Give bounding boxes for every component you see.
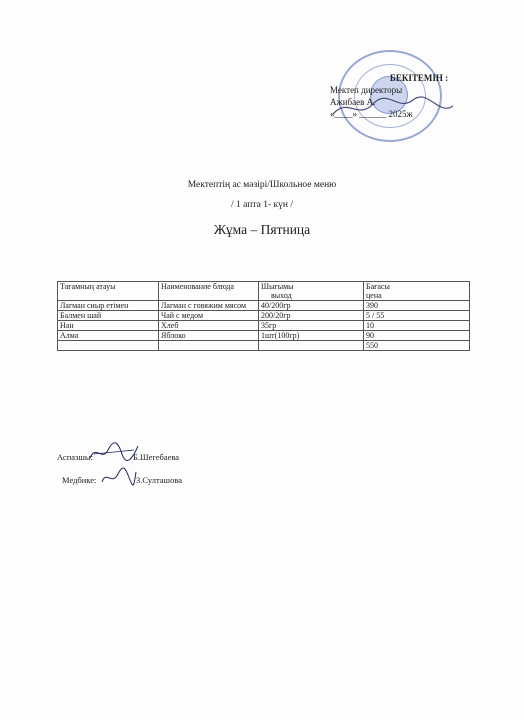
cell-price: 10 [364,321,470,331]
cell-output: 200/20гр [259,311,364,321]
table-row [58,331,470,341]
cook-label: Аспазшы: [57,452,93,462]
cell-name-ru: Лагман с говяжим мясом [159,301,259,311]
menu-day-name: Жұма – Пятница [213,222,311,237]
cell-name-kz: Балмен шай [58,311,159,321]
header-output [259,282,364,301]
menu-table [57,281,470,351]
cell-output: 1шт(100гр) [259,331,364,341]
approval-date: «____» ______ 2025ж [330,109,413,119]
approval-block [330,72,480,120]
cell-output: 35гр [259,321,364,331]
cook-name: Б.Шегебаева [133,452,180,462]
cell-price: 90 [364,331,470,341]
header-name-kz: Тағамның атауы [58,282,159,301]
cell-total: 550 [364,341,470,351]
header-name-ru: Наименование блюда [159,282,259,301]
header-price-kz: Бағасы [366,282,390,291]
header-output-ru: выход [271,291,292,300]
nurse-signature-mark [100,466,138,488]
approval-position: Мектеп директоры [330,85,403,95]
cell-name-kz: Алма [58,331,159,341]
table-total-row [58,341,470,351]
nurse-signature-line [62,475,183,485]
header-price-ru: цена [366,291,382,300]
menu-week-day: / 1 апта 1- күн / [231,200,293,210]
cell-name-kz: Нан [58,321,159,331]
table-row [58,301,470,311]
cell-price: 390 [364,301,470,311]
cell-name-kz: Лагман сиыр етімен [58,301,159,311]
cell-output: 40/200гр [259,301,364,311]
nurse-name: З.Султашова [136,475,183,485]
nurse-label: Медбике: [62,475,97,485]
table-row [58,311,470,321]
cook-signature-mark [88,440,140,464]
cell-name-ru: Хлеб [159,321,259,331]
menu-title: Мектептің ас мәзірі/Школьное меню [187,180,337,190]
approval-title: БЕКІТЕМІН : [389,73,449,83]
header-price [364,282,470,301]
approval-director-name: Ажибаев А. [330,97,376,107]
cell-name-ru: Чай с медом [159,311,259,321]
header-output-kz: Шығымы [261,282,294,291]
table-header-row [58,282,470,301]
cell-price: 5 / 55 [364,311,470,321]
table-row [58,321,470,331]
cell-name-ru: Яблоко [159,331,259,341]
